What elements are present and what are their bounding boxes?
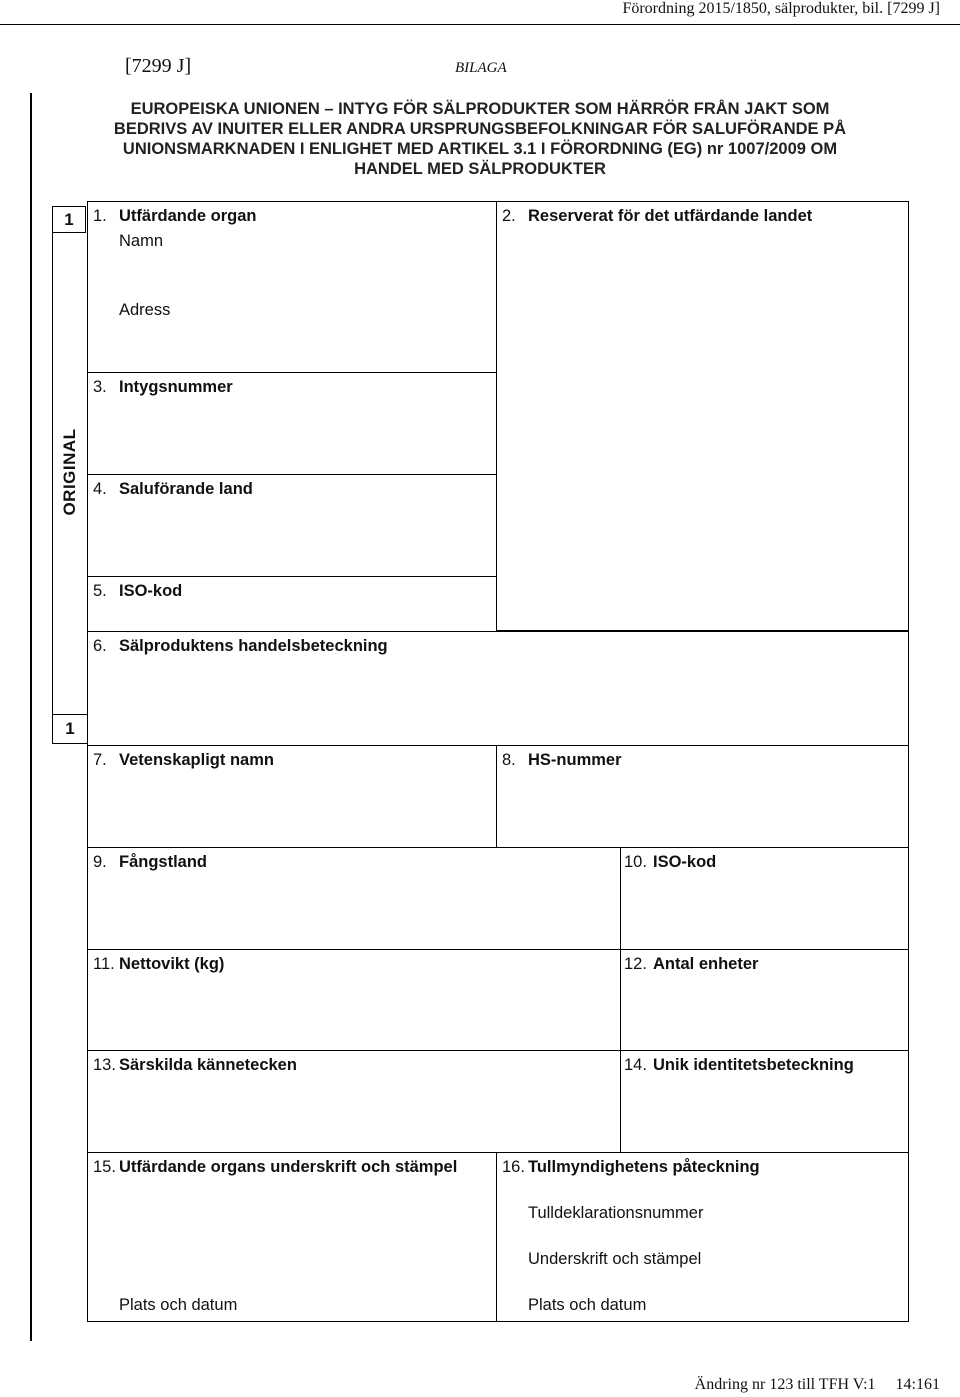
field-14-number: 14. — [624, 1056, 647, 1074]
field-3-number: 3. — [93, 378, 107, 396]
copy-number-bottom: 1 — [52, 714, 88, 744]
field-4-label: Saluförande land — [119, 480, 253, 498]
field-1-address-label: Adress — [119, 301, 171, 319]
field-6-trade-name-box[interactable] — [87, 631, 909, 746]
running-header: Förordning 2015/1850, sälprodukter, bil. [7299 J] — [622, 0, 940, 17]
field-2-number: 2. — [502, 207, 516, 225]
field-11-net-weight-box[interactable] — [87, 949, 621, 1052]
field-6-label: Sälproduktens handelsbeteckning — [119, 637, 388, 655]
field-14-label: Unik identitetsbeteckning — [653, 1056, 854, 1074]
field-7-scientific-name-box[interactable] — [87, 745, 497, 848]
form-title-line-1: EUROPEISKA UNIONEN – INTYG FÖR SÄLPRODUKTER SOM HÄRRÖR FRÅN JAKT SOM — [130, 100, 830, 118]
form-title-line-3: UNIONSMARKNADEN I ENLIGHET MED ARTIKEL 3.1 I FÖRORDNING (EG) nr 1007/2009 OM — [122, 140, 838, 158]
field-12-label: Antal enheter — [653, 955, 759, 973]
field-12-number: 12. — [624, 955, 647, 973]
field-16-place-date-label: Plats och datum — [528, 1296, 647, 1314]
field-1-label: Utfärdande organ — [119, 207, 257, 225]
field-14-unique-id-box[interactable] — [620, 1050, 909, 1153]
field-3-certificate-number-box[interactable] — [87, 372, 497, 475]
field-9-label: Fångstland — [119, 853, 208, 871]
field-13-number: 13. — [93, 1056, 116, 1074]
field-7-number: 7. — [93, 751, 107, 769]
field-8-hs-number-box[interactable] — [496, 745, 909, 848]
original-label: ORIGINAL — [60, 428, 79, 516]
field-8-label: HS-nummer — [528, 751, 622, 769]
page-footer: Ändring nr 123 till TFH V:1 14:161 — [694, 1376, 940, 1393]
field-10-number: 10. — [624, 853, 647, 871]
field-15-place-date-label: Plats och datum — [119, 1296, 238, 1314]
field-9-catch-country-box[interactable] — [87, 847, 621, 950]
field-7-label: Vetenskapligt namn — [119, 751, 274, 769]
field-16-label: Tullmyndighetens påteckning — [528, 1158, 760, 1176]
field-4-number: 4. — [93, 480, 107, 498]
field-5-iso-code-box[interactable] — [87, 576, 497, 632]
field-11-number: 11. — [93, 955, 115, 973]
field-13-label: Särskilda kännetecken — [119, 1056, 297, 1074]
field-15-issuer-signature-box[interactable] — [87, 1152, 497, 1322]
header-rule — [0, 24, 960, 25]
field-1-number: 1. — [93, 207, 107, 225]
field-9-number: 9. — [93, 853, 107, 871]
form-title-line-4: HANDEL MED SÄLPRODUKTER — [354, 160, 606, 178]
field-13-special-marks-box[interactable] — [87, 1050, 621, 1153]
field-6-number: 6. — [93, 637, 107, 655]
field-3-label: Intygsnummer — [119, 378, 233, 396]
field-15-label: Utfärdande organs underskrift och stämpel — [119, 1158, 458, 1176]
field-10-label: ISO-kod — [653, 853, 717, 871]
field-15-number: 15. — [93, 1158, 116, 1176]
margin-line — [30, 93, 32, 1341]
field-5-label: ISO-kod — [119, 582, 183, 600]
form-title — [70, 99, 890, 179]
field-8-number: 8. — [502, 751, 516, 769]
field-16-customs-endorsement-box[interactable] — [496, 1152, 909, 1322]
field-16-signature-label: Underskrift och stämpel — [528, 1250, 702, 1268]
field-2-reserved-box[interactable] — [496, 201, 909, 631]
field-1-issuing-body-box[interactable] — [87, 201, 497, 373]
field-1-name-label: Namn — [119, 232, 164, 250]
field-4-country-box[interactable] — [87, 474, 497, 577]
field-5-number: 5. — [93, 582, 107, 600]
field-2-label: Reserverat för det utfärdande landet — [528, 207, 813, 225]
field-16-number: 16. — [502, 1158, 525, 1176]
field-12-unit-count-box[interactable] — [620, 949, 909, 1052]
document-reference: [7299 J] — [125, 55, 192, 77]
annex-label: BILAGA — [455, 60, 507, 76]
field-16-customs-declaration-label: Tulldeklarationsnummer — [528, 1204, 704, 1222]
form-title-line-2: BEDRIVS AV INUITER ELLER ANDRA URSPRUNGSBEFOLKNINGAR FÖR SALUFÖRANDE PÅ — [113, 120, 847, 138]
copy-number-top: 1 — [52, 206, 86, 233]
field-11-label: Nettovikt (kg) — [119, 955, 225, 973]
field-10-iso-code-box[interactable] — [620, 847, 909, 950]
